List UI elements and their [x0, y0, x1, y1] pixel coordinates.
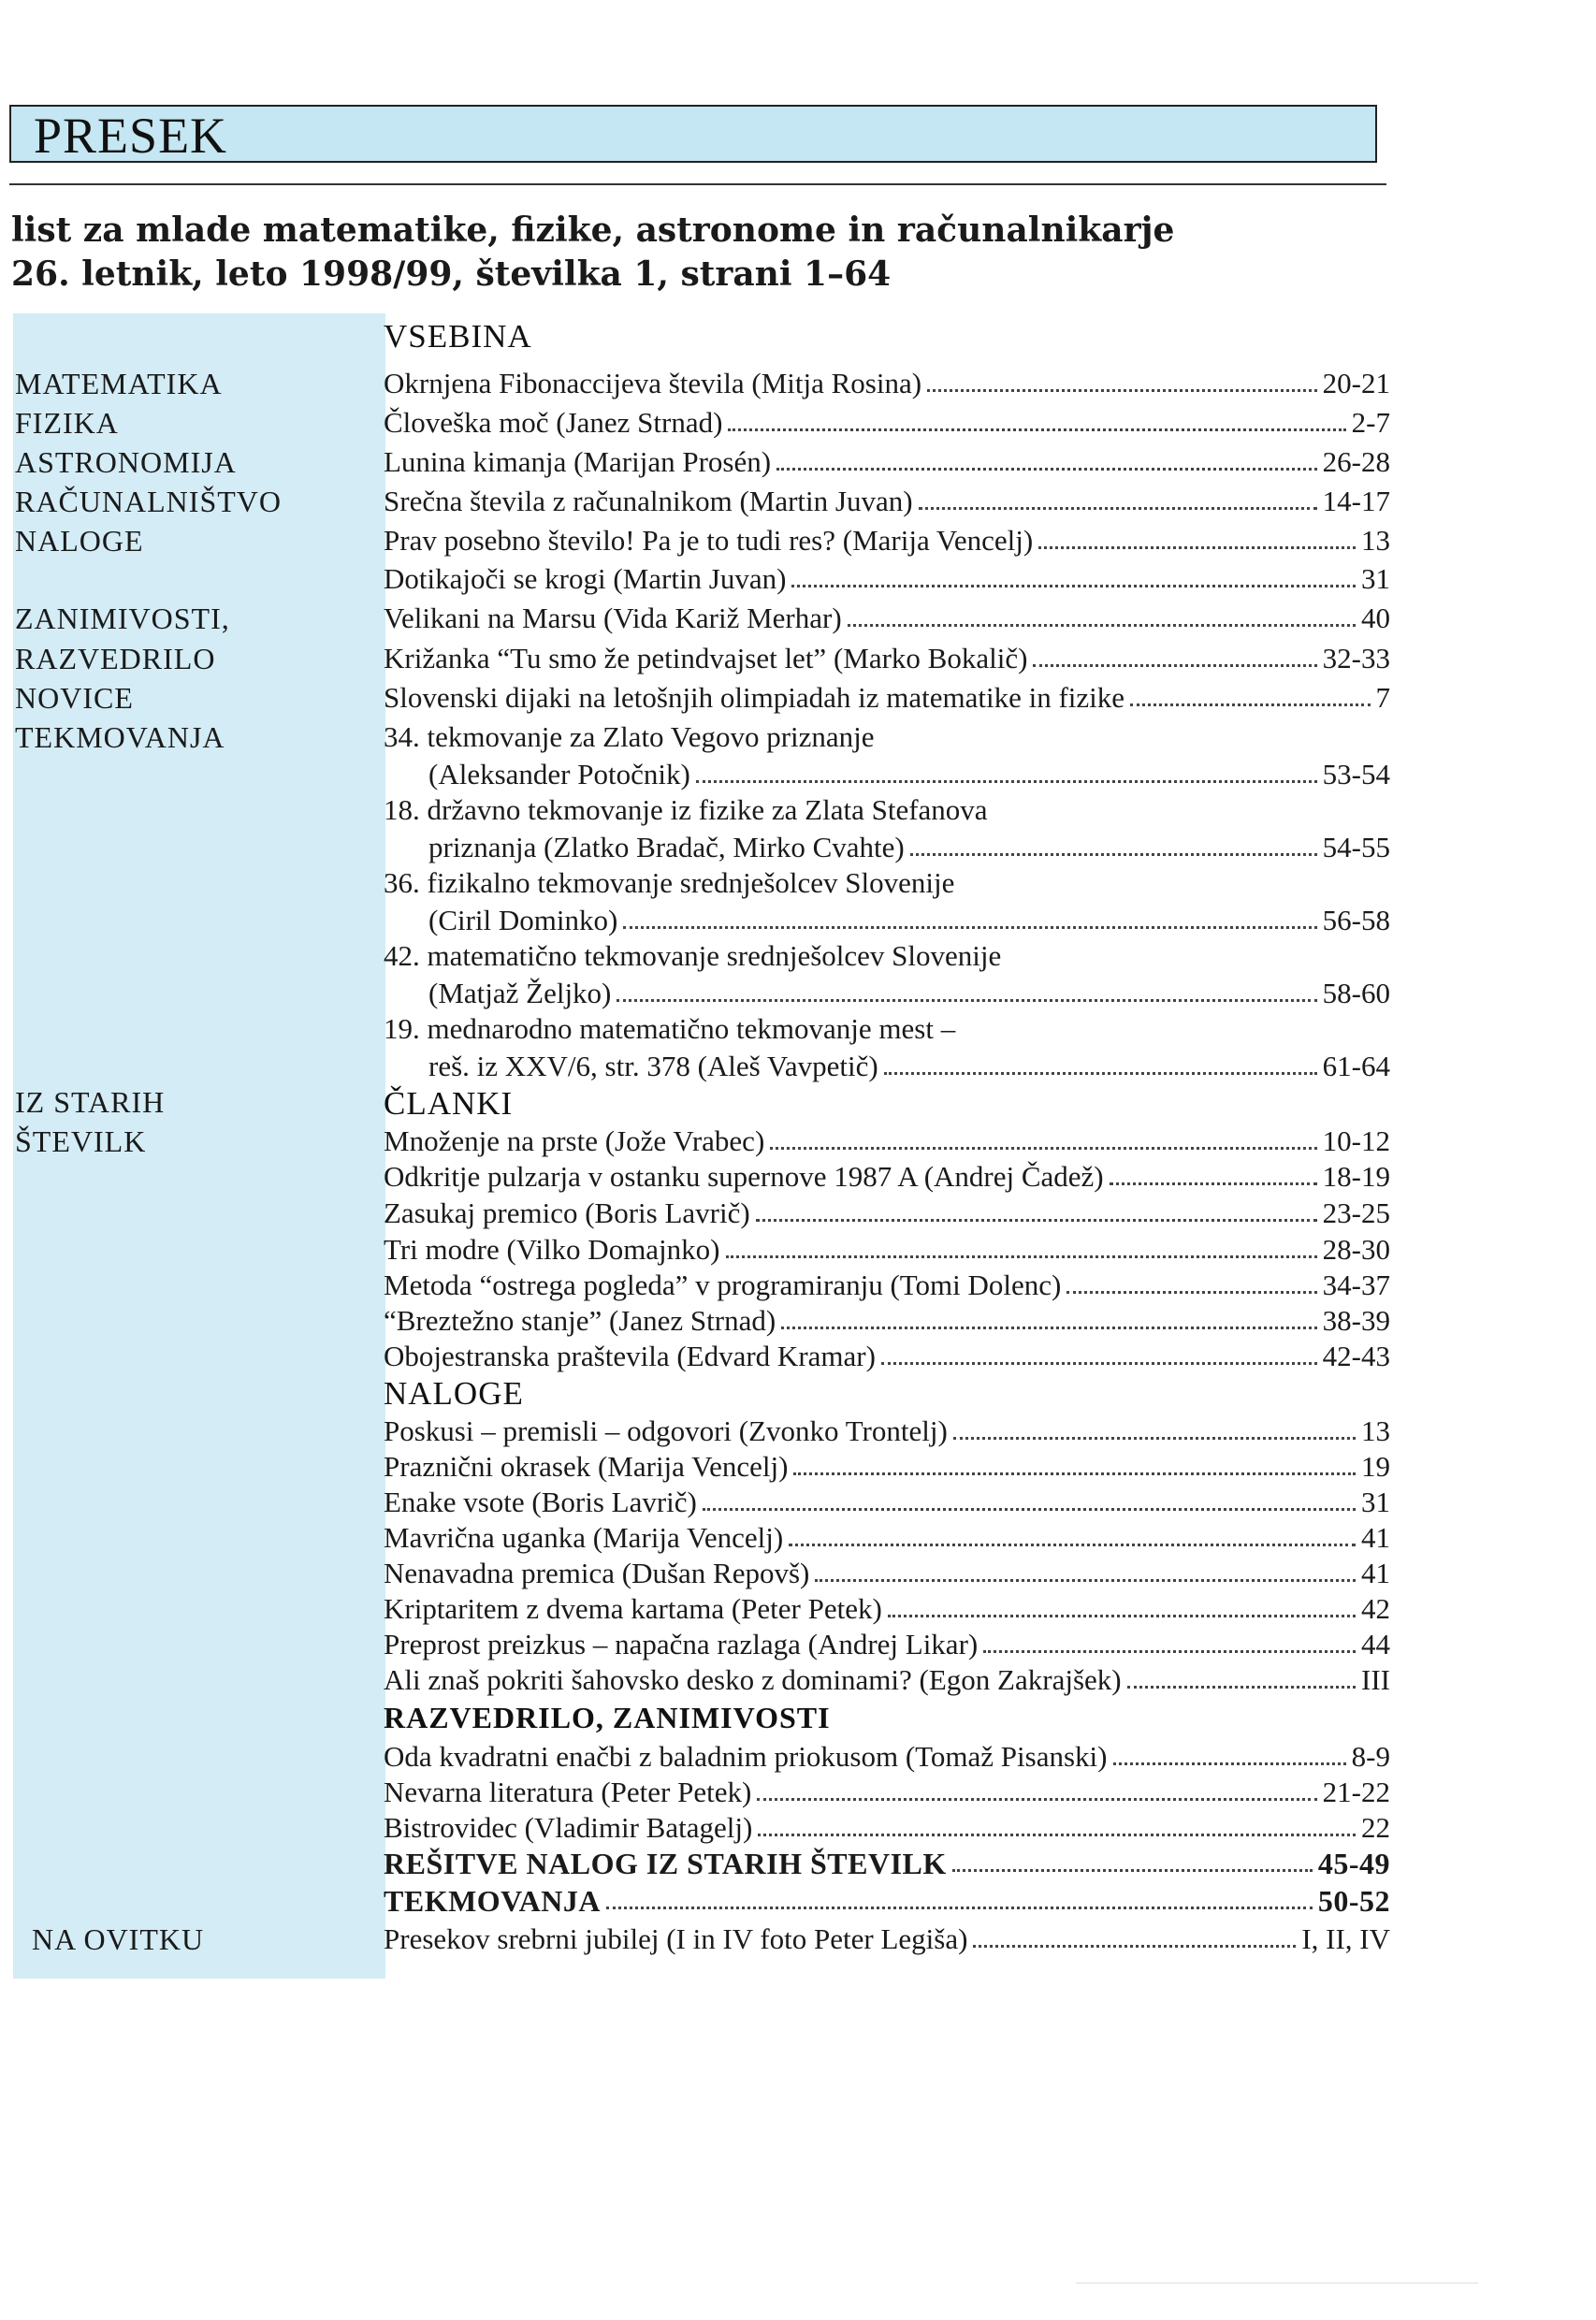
- competition-line: 36. fizikalno tekmovanje srednješolcev Slovenije: [384, 866, 955, 899]
- competition-line: 19. mednarodno matematično tekmovanje mest –: [384, 1012, 956, 1045]
- sidebar-label-fizika: FIZIKA: [15, 406, 119, 440]
- entry-page: 2-7: [1351, 406, 1390, 439]
- entry-title: Slovenski dijaki na letošnjih olimpiadah iz matematike in fizike: [384, 681, 1125, 714]
- dot-leader: [919, 507, 1317, 510]
- dot-leader: [1130, 703, 1370, 706]
- entry-title: Zasukaj premico (Boris Lavrič): [384, 1196, 750, 1229]
- toc-entry: [384, 1486, 1390, 1519]
- toc-entry: [384, 1196, 1390, 1230]
- entry-title: Praznični okrasek (Marija Vencelj): [384, 1450, 789, 1483]
- header-rule: [9, 183, 1386, 185]
- entry-page: 38-39: [1322, 1304, 1390, 1337]
- toc-entry: [384, 1450, 1390, 1484]
- subtitle-line-1: list za mlade matematike, fizike, astronome in računalnikarje: [11, 210, 1175, 250]
- entry-title: Srečna števila z računalnikom (Martin Juvan): [384, 485, 913, 517]
- toc-entry: [384, 367, 1390, 400]
- entry-page: 45-49: [1317, 1847, 1390, 1880]
- entry-page: 7: [1375, 681, 1390, 714]
- entry-page: 28-30: [1322, 1233, 1390, 1266]
- toc-entry: [384, 1557, 1390, 1590]
- entry-title: Tri modre (Vilko Domajnko): [384, 1233, 720, 1266]
- dot-leader: [1113, 1762, 1346, 1765]
- sidebar-label-na-ovitku: NA OVITKU: [32, 1922, 205, 1956]
- competition-line: 18. državno tekmovanje iz fizike za Zlata Stefanova: [384, 793, 988, 826]
- sidebar-label-stevilk: ŠTEVILK: [15, 1124, 147, 1158]
- section-title-vsebina: VSEBINA: [384, 318, 532, 355]
- entry-title: (Aleksander Potočnik): [428, 758, 690, 790]
- dot-leader: [703, 1508, 1356, 1511]
- dot-leader: [953, 1437, 1356, 1440]
- dot-leader: [815, 1579, 1356, 1582]
- toc-entry: [384, 1304, 1390, 1338]
- entry-page: 22: [1361, 1811, 1390, 1844]
- toc-entry: [384, 1628, 1390, 1661]
- entry-page: 42-43: [1322, 1340, 1390, 1372]
- entry-page: 31: [1361, 562, 1390, 595]
- entry-title: Preprost preizkus – napačna razlaga (Andrej Likar): [384, 1628, 979, 1660]
- entry-page: 41: [1361, 1557, 1390, 1589]
- entry-page: 19: [1361, 1450, 1390, 1483]
- toc-entry: [384, 1340, 1390, 1373]
- dot-leader: [973, 1945, 1296, 1948]
- entry-page: 18-19: [1322, 1160, 1390, 1193]
- sidebar-label-naloge: NALOGE: [15, 524, 144, 558]
- dot-leader: [776, 468, 1317, 471]
- dot-leader: [910, 853, 1317, 856]
- entry-page: 10-12: [1322, 1124, 1390, 1157]
- toc-entry: [384, 1663, 1390, 1697]
- entry-page: 50-52: [1317, 1884, 1390, 1918]
- entry-title: REŠITVE NALOG IZ STARIH ŠTEVILK: [384, 1847, 947, 1880]
- entry-page: I, II, IV: [1301, 1922, 1390, 1955]
- entry-page: 54-55: [1322, 831, 1390, 863]
- dot-leader: [770, 1147, 1316, 1150]
- toc-entry: [384, 1124, 1390, 1158]
- entry-title: Poskusi – premisli – odgovori (Zvonko Trontelj): [384, 1414, 948, 1447]
- dot-leader: [888, 1615, 1356, 1617]
- dot-leader: [1033, 664, 1316, 667]
- toc-entry: [428, 904, 1390, 937]
- toc-entry: [384, 642, 1390, 675]
- toc-entry: [384, 1811, 1390, 1845]
- entry-title: Človeška moč (Janez Strnad): [384, 406, 723, 439]
- competition-line: 42. matematično tekmovanje srednješolcev Slovenije: [384, 939, 1002, 972]
- toc-entry: [384, 1776, 1390, 1809]
- dot-leader: [793, 1472, 1356, 1475]
- sidebar-label-zanimivosti: ZANIMIVOSTI,: [15, 602, 230, 635]
- entry-title: TEKMOVANJA: [384, 1884, 601, 1918]
- entry-page: 40: [1361, 602, 1390, 634]
- journal-title: PRESEK: [34, 108, 228, 164]
- entry-title: Metoda “ostrega pogleda” v programiranju (Tomi Dolenc): [384, 1269, 1062, 1301]
- entry-title: Nenavadna premica (Dušan Repovš): [384, 1557, 810, 1589]
- entry-page: 58-60: [1322, 977, 1390, 1009]
- sidebar-label-novice: NOVICE: [15, 681, 134, 715]
- dot-leader: [696, 780, 1317, 783]
- entry-page: 53-54: [1322, 758, 1390, 790]
- toc-entry-tekmovanja: [384, 1884, 1390, 1918]
- toc-entry: [428, 1050, 1390, 1083]
- dot-leader: [952, 1869, 1313, 1872]
- entry-title: Mavrična uganka (Marija Vencelj): [384, 1521, 784, 1554]
- sidebar-label-astronomija: ASTRONOMIJA: [15, 445, 237, 479]
- toc-entry: [384, 562, 1390, 596]
- dot-leader: [728, 428, 1345, 431]
- dot-leader: [726, 1255, 1317, 1258]
- toc-entry: [384, 1521, 1390, 1555]
- entry-page: 23-25: [1322, 1196, 1390, 1229]
- entry-page: 41: [1361, 1521, 1390, 1554]
- entry-title: Obojestranska praštevila (Edvard Kramar): [384, 1340, 876, 1372]
- toc-entry: [384, 1269, 1390, 1302]
- sidebar-label-tekmovanja: TEKMOVANJA: [15, 720, 225, 754]
- toc-entry: [384, 1233, 1390, 1267]
- dot-leader: [848, 624, 1356, 627]
- sidebar-label-matematika: MATEMATIKA: [15, 367, 223, 400]
- dot-leader: [884, 1072, 1317, 1075]
- section-title-naloge: NALOGE: [384, 1375, 524, 1412]
- entry-page: 34-37: [1322, 1269, 1390, 1301]
- entry-title: Ali znaš pokriti šahovsko desko z dominami? (Egon Zakrajšek): [384, 1663, 1122, 1696]
- toc-entry: [384, 681, 1390, 715]
- sidebar-label-razvedrilo: RAZVEDRILO: [15, 642, 216, 675]
- dot-leader: [606, 1907, 1313, 1909]
- entry-page: 21-22: [1322, 1776, 1390, 1808]
- divider: [1076, 2283, 1478, 2284]
- entry-title: (Ciril Dominko): [428, 904, 618, 936]
- competition-line: 34. tekmovanje za Zlato Vegovo priznanje: [384, 720, 875, 753]
- dot-leader: [1066, 1291, 1316, 1294]
- entry-title: Prav posebno število! Pa je to tudi res? (Marija Vencelj): [384, 524, 1034, 557]
- toc-entry: [384, 1740, 1390, 1774]
- dot-leader: [1038, 546, 1356, 549]
- entry-title: Oda kvadratni enačbi z baladnim priokusom (Tomaž Pisanski): [384, 1740, 1108, 1773]
- header-bar: [9, 105, 1377, 163]
- sidebar-label-racunalnistvo: RAČUNALNIŠTVO: [15, 485, 282, 518]
- dot-leader: [1110, 1182, 1317, 1185]
- entry-title: Lunina kimanja (Marijan Prosén): [384, 445, 772, 478]
- entry-title: Dotikajoči se krogi (Martin Juvan): [384, 562, 787, 595]
- entry-page: 32-33: [1322, 642, 1390, 674]
- toc-entry: [428, 977, 1390, 1010]
- toc-entry: [384, 602, 1390, 635]
- dot-leader: [756, 1219, 1317, 1222]
- toc-entry: [384, 1592, 1390, 1626]
- entry-title: (Matjaž Željko): [428, 977, 612, 1009]
- entry-page: 13: [1361, 524, 1390, 557]
- entry-title: Velikani na Marsu (Vida Kariž Merhar): [384, 602, 842, 634]
- entry-page: 20-21: [1322, 367, 1390, 399]
- toc-entry: [384, 1160, 1390, 1194]
- toc-entry: [384, 485, 1390, 518]
- dot-leader: [789, 1544, 1356, 1546]
- entry-page: 61-64: [1322, 1050, 1390, 1082]
- sidebar-label-iz-starih: IZ STARIH: [15, 1085, 166, 1119]
- dot-leader: [757, 1798, 1316, 1801]
- entry-page: 13: [1361, 1414, 1390, 1447]
- toc-entry: [384, 1414, 1390, 1448]
- entry-page: 26-28: [1322, 445, 1390, 478]
- dot-leader: [791, 585, 1356, 587]
- entry-page: 56-58: [1322, 904, 1390, 936]
- dot-leader: [1127, 1686, 1356, 1689]
- section-title-clanki: ČLANKI: [384, 1085, 514, 1122]
- dot-leader: [781, 1327, 1317, 1329]
- toc-entry: [428, 758, 1390, 791]
- entry-page: 44: [1361, 1628, 1390, 1660]
- entry-page: III: [1361, 1663, 1390, 1696]
- toc-entry: [428, 831, 1390, 864]
- entry-page: 42: [1361, 1592, 1390, 1625]
- entry-title: Odkritje pulzarja v ostanku supernove 1987 A (Andrej Čadež): [384, 1160, 1104, 1193]
- toc-entry: [384, 524, 1390, 558]
- entry-page: 14-17: [1322, 485, 1390, 517]
- entry-title: Okrnjena Fibonaccijeva števila (Mitja Rosina): [384, 367, 922, 399]
- entry-title: priznanja (Zlatko Bradač, Mirko Cvahte): [428, 831, 905, 863]
- entry-title: Presekov srebrni jubilej (I in IV foto Peter Legiša): [384, 1922, 968, 1955]
- entry-page: 31: [1361, 1486, 1390, 1518]
- entry-title: Križanka “Tu smo že petindvajset let” (Marko Bokalič): [384, 642, 1028, 674]
- section-title-razvedrilo: RAZVEDRILO, ZANIMIVOSTI: [384, 1701, 831, 1734]
- entry-title: Množenje na prste (Jože Vrabec): [384, 1124, 765, 1157]
- entry-title: reš. iz XXV/6, str. 378 (Aleš Vavpetič): [428, 1050, 878, 1082]
- entry-title: Nevarna literatura (Peter Petek): [384, 1776, 752, 1808]
- dot-leader: [881, 1362, 1317, 1365]
- dot-leader: [617, 999, 1316, 1002]
- toc-entry: [384, 406, 1390, 440]
- dot-leader: [983, 1650, 1356, 1653]
- dot-leader: [758, 1834, 1356, 1836]
- toc-entry-resitve: [384, 1847, 1390, 1880]
- entry-page: 8-9: [1351, 1740, 1390, 1773]
- entry-title: Bistrovidec (Vladimir Batagelj): [384, 1811, 753, 1844]
- entry-title: “Breztežno stanje” (Janez Strnad): [384, 1304, 776, 1337]
- dot-leader: [927, 389, 1317, 392]
- entry-title: Kriptaritem z dvema kartama (Peter Petek): [384, 1592, 882, 1625]
- entry-title: Enake vsote (Boris Lavrič): [384, 1486, 697, 1518]
- toc-entry-ovitek: [384, 1922, 1390, 1956]
- subtitle-line-2: 26. letnik, leto 1998/99, številka 1, strani 1–64: [11, 254, 892, 294]
- dot-leader: [623, 926, 1316, 929]
- toc-entry: [384, 445, 1390, 479]
